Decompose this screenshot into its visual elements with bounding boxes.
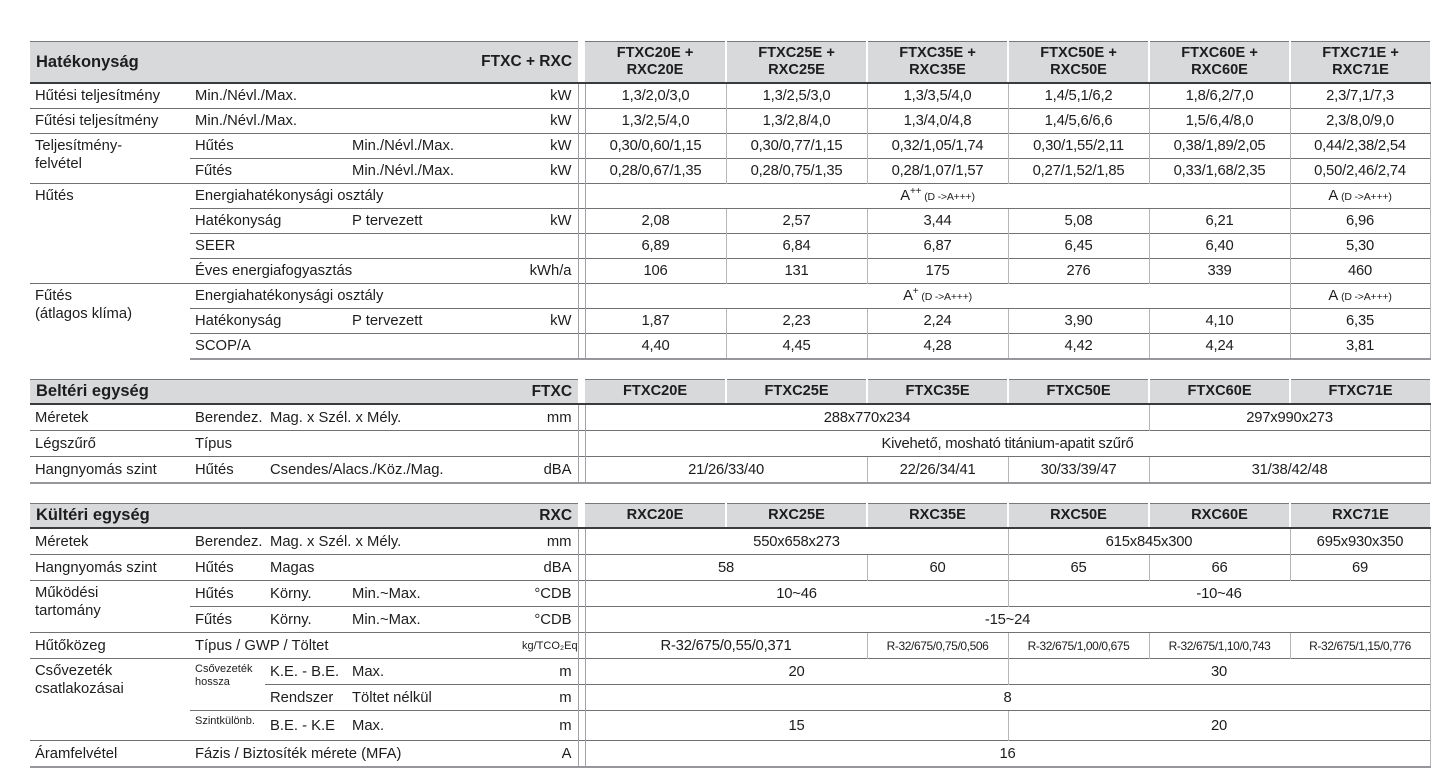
table-row [30,457,1430,484]
value-cell: 6,45 [1008,234,1149,259]
sub-label: SCOP/A [190,334,522,360]
value-cell: 20 [585,659,1008,685]
model-line: FTXC25E + [758,45,835,62]
group-label [30,284,190,360]
sub-label: Fázis / Biztosíték mérete (MFA) [190,741,522,768]
divider [578,555,585,581]
sub-label: Berendez. [190,404,265,431]
table-row [30,659,1430,685]
sub-label: Körny. [265,607,347,633]
divider [578,431,585,457]
value-cell [1290,284,1430,309]
header-gap [578,504,585,529]
section-title: Beltéri egység [36,382,149,400]
value-cell: 5,30 [1290,234,1430,259]
sub-label: Hűtés [190,581,265,607]
divider [578,528,585,555]
value-cell: 1,3/3,5/4,0 [867,83,1008,109]
value-cell: 0,44/2,38/2,54 [1290,134,1430,159]
divider [578,404,585,431]
table-row [30,404,1430,431]
model-line: FTXC71E + [1322,45,1399,62]
series-label: FTXC + RXC [481,53,573,70]
model-header [867,42,1008,84]
value-cell: 6,84 [726,234,867,259]
value-cell: 66 [1149,555,1290,581]
sub-label: P tervezett [347,309,522,334]
header-row [30,504,1430,529]
energy-class-range: (D ->A+++) [921,291,972,303]
sub-label: Fűtés [190,607,265,633]
group-label [30,581,190,633]
value-cell: 15 [585,711,1008,741]
value-cell: 1,3/2,5/4,0 [585,109,726,134]
sub-label: Rendszer [265,685,347,711]
model-line: FTXC20E + [616,45,694,62]
model-header [585,42,726,84]
model-header: RXC60E [1149,504,1290,529]
model-line: RXC50E [1050,62,1107,78]
sub-label: B.E. - K.E [265,711,347,741]
unit-label: kW [522,309,578,334]
value-cell: 3,90 [1008,309,1149,334]
model-header: FTXC20E [585,380,726,405]
value-cell: 22/26/34/41 [867,457,1008,484]
value-cell: 3,81 [1290,334,1430,360]
energy-class: A [900,188,910,204]
section-title: Hatékonyság [36,52,139,71]
divider [578,159,585,184]
energy-class-range: (D ->A+++) [924,191,975,203]
divider [578,607,585,633]
value-cell: 16 [585,741,1430,768]
table-row [30,741,1430,768]
sub-label: Körny. [265,581,347,607]
table-row [30,528,1430,555]
energy-class: A [903,288,913,304]
sub-label: Szintkülönb. [190,711,265,741]
label-line: Csővezeték [195,663,253,675]
table-row [30,159,1430,184]
value-cell: Kivehető, mosható titánium-apatit szűrő [585,431,1430,457]
unit-label: °CDB [522,581,578,607]
divider [578,334,585,360]
value-cell: 0,33/1,68/2,35 [1149,159,1290,184]
table-row [30,209,1430,234]
model-header: FTXC71E [1290,380,1430,405]
value-cell: 0,32/1,05/1,74 [867,134,1008,159]
header-gap [578,380,585,405]
value-cell: 58 [585,555,867,581]
value-cell: 0,28/0,67/1,35 [585,159,726,184]
model-header [726,42,867,84]
unit-label: A [522,741,578,768]
model-line: FTXC60E + [1181,45,1258,62]
value-cell: 297x990x273 [1149,404,1430,431]
sub-label: Hűtés [190,134,347,159]
table-row [30,109,1430,134]
sub-label: Min.~Max. [347,607,522,633]
table-row [30,334,1430,360]
value-cell: 106 [585,259,726,284]
divider [578,309,585,334]
model-line: RXC25E [768,62,825,78]
value-cell: 6,40 [1149,234,1290,259]
unit-label: kWh/a [522,259,578,284]
divider [578,633,585,659]
value-cell: -10~46 [1008,581,1430,607]
value-cell: 175 [867,259,1008,284]
value-cell: 2,08 [585,209,726,234]
value-cell: 6,35 [1290,309,1430,334]
model-line: RXC35E [909,62,966,78]
value-cell: R-32/675/0,55/0,371 [585,633,867,659]
header-row [30,42,1430,84]
value-cell: 4,42 [1008,334,1149,360]
model-header: RXC25E [726,504,867,529]
sub-label: Hűtés [190,457,265,484]
value-cell: 550x658x273 [585,528,1008,555]
sub-label: Min./Névl./Max. [347,134,522,159]
energy-class-range: (D ->A+++) [1341,191,1392,203]
value-cell: 8 [585,685,1430,711]
label-line: Teljesítmény- [35,138,123,154]
value-cell [1290,184,1430,209]
value-cell [585,184,1290,209]
divider [578,134,585,159]
table-row [30,633,1430,659]
value-cell: 1,3/2,8/4,0 [726,109,867,134]
value-cell: 60 [867,555,1008,581]
model-header: RXC20E [585,504,726,529]
model-header [1149,42,1290,84]
value-cell: 0,30/0,77/1,15 [726,134,867,159]
sub-label: Éves energiafogyasztás [190,259,522,284]
value-cell: 5,08 [1008,209,1149,234]
value-cell: 20 [1008,711,1430,741]
unit-label: m [522,711,578,741]
model-header: RXC35E [867,504,1008,529]
row-label: Hűtési teljesítmény [30,83,190,109]
unit-label: dBA [522,555,578,581]
value-cell: 0,27/1,52/1,85 [1008,159,1149,184]
table-row [30,711,1430,741]
table-row [30,581,1430,607]
row-label: Hangnyomás szint [30,457,190,484]
sub-label: Típus [190,431,522,457]
value-cell: 4,45 [726,334,867,360]
value-cell: 1,3/2,5/3,0 [726,83,867,109]
value-cell: 276 [1008,259,1149,284]
energy-class-plus: ++ [909,186,922,198]
sub-label: Csendes/Alacs./Köz./Mag. [265,457,522,484]
value-cell: 65 [1008,555,1149,581]
sub-label: Töltet nélkül [347,685,522,711]
label-line: Fűtés [35,288,73,304]
table-row [30,234,1430,259]
value-cell: 31/38/42/48 [1149,457,1430,484]
section-title: Kültéri egység [36,506,150,524]
outdoor-unit-table [30,503,1431,768]
value-cell: 460 [1290,259,1430,284]
value-cell: 0,38/1,89/2,05 [1149,134,1290,159]
sub-label: Berendez. [190,528,265,555]
label-line: csatlakozásai [35,681,124,698]
label-line: hossza [195,676,230,689]
sub-label: Min./Névl./Max. [347,159,522,184]
unit-label: kW [522,134,578,159]
sub-label [190,659,265,711]
unit-label: m [522,685,578,711]
unit-label: kW [522,159,578,184]
unit-label: kW [522,83,578,109]
section-header [30,42,578,84]
value-cell: 69 [1290,555,1430,581]
value-cell: 0,30/1,55/2,11 [1008,134,1149,159]
divider [578,284,585,309]
table-row [30,431,1430,457]
table-row [30,607,1430,633]
energy-class: A [1328,188,1339,204]
table-row [30,309,1430,334]
value-cell: 339 [1149,259,1290,284]
value-cell: 1,8/6,2/7,0 [1149,83,1290,109]
value-cell: R-32/675/0,75/0,506 [867,633,1008,659]
value-cell: 288x770x234 [585,404,1149,431]
sub-label: K.E. - B.E. [265,659,347,685]
unit-label: °CDB [522,607,578,633]
unit-label: kg/TCO₂Eq [522,633,578,659]
value-cell: R-32/675/1,10/0,743 [1149,633,1290,659]
sub-label: SEER [190,234,522,259]
header-row [30,380,1430,405]
unit-label: m [522,659,578,685]
model-line: RXC60E [1191,62,1248,78]
table-row [30,184,1430,209]
value-cell: 6,87 [867,234,1008,259]
value-cell [585,284,1290,309]
unit-label [522,284,578,309]
value-cell: 2,3/8,0/9,0 [1290,109,1430,134]
value-cell: 4,28 [867,334,1008,360]
value-cell: 6,96 [1290,209,1430,234]
value-cell: 1,4/5,6/6,6 [1008,109,1149,134]
group-label [30,134,190,184]
row-label: Méretek [30,404,190,431]
model-header: FTXC25E [726,380,867,405]
value-cell: 0,28/1,07/1,57 [867,159,1008,184]
sub-label: Fűtés [190,159,347,184]
table-row [30,555,1430,581]
divider [578,184,585,209]
label-line: felvétel [35,156,82,173]
label-line: (átlagos klíma) [35,306,133,323]
unit-label: mm [522,528,578,555]
value-cell: 4,40 [585,334,726,360]
unit-label [522,234,578,259]
label-line: Csővezeték [35,663,113,679]
divider [578,209,585,234]
model-header: RXC50E [1008,504,1149,529]
value-cell: 1,87 [585,309,726,334]
row-label: Méretek [30,528,190,555]
divider [578,659,585,685]
value-cell: 2,24 [867,309,1008,334]
value-cell: 1,3/2,0/3,0 [585,83,726,109]
sub-label: Min./Névl./Max. [190,83,522,109]
series-label: RXC [539,506,573,524]
model-header [1290,42,1430,84]
energy-class-range: (D ->A+++) [1341,291,1392,303]
value-cell: -15~24 [585,607,1430,633]
label-line: Hűtés [35,188,74,204]
value-cell: 3,44 [867,209,1008,234]
unit-label: kW [522,109,578,134]
model-header: FTXC60E [1149,380,1290,405]
model-header [1008,42,1149,84]
value-cell: 1,3/4,0/4,8 [867,109,1008,134]
sub-label: Hatékonyság [190,309,347,334]
value-cell: 695x930x350 [1290,528,1430,555]
unit-label [522,431,578,457]
sub-label: Energiahatékonysági osztály [190,184,522,209]
value-cell: R-32/675/1,00/0,675 [1008,633,1149,659]
divider [578,234,585,259]
divider [578,109,585,134]
model-line: FTXC50E + [1040,45,1117,62]
sub-label: Magas [265,555,522,581]
series-label: FTXC [531,382,573,400]
value-cell: 0,50/2,46/2,74 [1290,159,1430,184]
sub-label: Mag. x Szél. x Mély. [265,404,522,431]
sub-label: Max. [347,659,522,685]
row-label: Hangnyomás szint [30,555,190,581]
value-cell: 10~46 [585,581,1008,607]
model-header: RXC71E [1290,504,1430,529]
value-cell: 2,57 [726,209,867,234]
divider [578,711,585,741]
sub-label: Min./Névl./Max. [190,109,522,134]
value-cell: 1,5/6,4/8,0 [1149,109,1290,134]
energy-class-plus: + [912,286,919,298]
value-cell: 1,4/5,1/6,2 [1008,83,1149,109]
value-cell: 0,30/0,60/1,15 [585,134,726,159]
section-header [30,504,578,529]
unit-label [522,184,578,209]
value-cell: 0,28/0,75/1,35 [726,159,867,184]
section-header [30,380,578,405]
sub-label: Min.~Max. [347,581,522,607]
model-line: FTXC35E + [899,45,976,62]
value-cell: 6,21 [1149,209,1290,234]
value-cell: 2,3/7,1/7,3 [1290,83,1430,109]
model-header: FTXC35E [867,380,1008,405]
model-line: RXC71E [1332,62,1389,78]
sub-label: Hatékonyság [190,209,347,234]
value-cell: 30/33/39/47 [1008,457,1149,484]
label-line: Működési [35,585,99,601]
row-label: Áramfelvétel [30,741,190,768]
table-row [30,83,1430,109]
divider [578,457,585,484]
table-row [30,259,1430,284]
row-label: Légszűrő [30,431,190,457]
divider [578,259,585,284]
row-label: Hűtőközeg [30,633,190,659]
divider [578,685,585,711]
unit-label: mm [522,404,578,431]
value-cell: 2,23 [726,309,867,334]
efficiency-table [30,41,1431,360]
header-gap [578,42,585,84]
value-cell: R-32/675/1,15/0,776 [1290,633,1430,659]
row-label: Fűtési teljesítmény [30,109,190,134]
energy-class: A [1328,288,1339,304]
unit-label: dBA [522,457,578,484]
sub-label: Energiahatékonysági osztály [190,284,522,309]
value-cell: 4,24 [1149,334,1290,360]
value-cell: 4,10 [1149,309,1290,334]
sub-label: Mag. x Szél. x Mély. [265,528,522,555]
table-row [30,284,1430,309]
label-line: tartomány [35,603,101,620]
sub-label: Típus / GWP / Töltet [190,633,522,659]
group-label [30,659,190,741]
sub-label: P tervezett [347,209,522,234]
table-row [30,134,1430,159]
value-cell: 615x845x300 [1008,528,1290,555]
value-cell: 6,89 [585,234,726,259]
divider [578,581,585,607]
unit-label [522,334,578,360]
model-line: RXC20E [626,62,684,78]
unit-label: kW [522,209,578,234]
divider [578,83,585,109]
model-header: FTXC50E [1008,380,1149,405]
value-cell: 30 [1008,659,1430,685]
value-cell: 21/26/33/40 [585,457,867,484]
value-cell: 131 [726,259,867,284]
group-label [30,184,190,284]
divider [578,741,585,768]
sub-label: Max. [347,711,522,741]
sub-label: Hűtés [190,555,265,581]
indoor-unit-table [30,379,1431,484]
